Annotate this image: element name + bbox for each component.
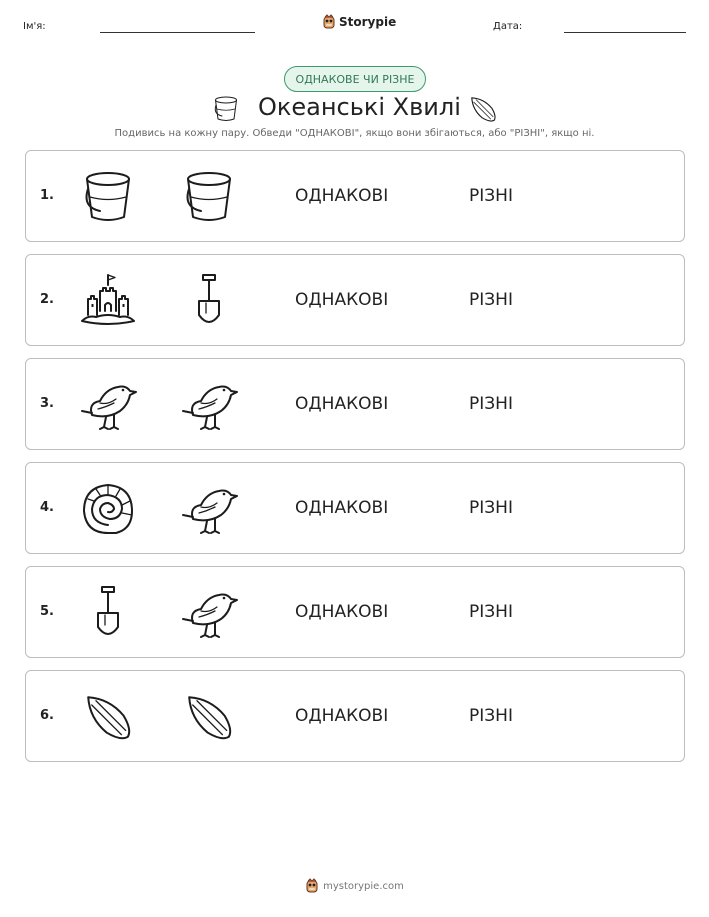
answer-option-different[interactable]: РІЗНІ (469, 602, 513, 622)
shovel-icon (179, 271, 239, 331)
date-field-line[interactable] (564, 32, 686, 33)
brand-name: Storypie (339, 15, 397, 29)
surfboard-icon (466, 92, 500, 126)
worksheet-type-tag: ОДНАКОВЕ ЧИ РІЗНЕ (284, 66, 426, 92)
question-row (25, 462, 685, 554)
answer-option-different[interactable]: РІЗНІ (469, 498, 513, 518)
answer-option-different[interactable]: РІЗНІ (469, 186, 513, 206)
seagull-icon (179, 479, 239, 539)
answer-option-same[interactable]: ОДНАКОВІ (295, 602, 389, 622)
question-number: 6. (40, 708, 54, 723)
seagull-icon (78, 375, 138, 435)
bucket-icon (179, 167, 239, 227)
footer-url: mystorypie.com (323, 880, 404, 892)
answer-option-same[interactable]: ОДНАКОВІ (295, 498, 389, 518)
brand-logo (322, 12, 396, 32)
sandcastle-icon (78, 271, 138, 331)
answer-option-different[interactable]: РІЗНІ (469, 290, 513, 310)
seagull-icon (179, 583, 239, 643)
answer-option-same[interactable]: ОДНАКОВІ (295, 706, 389, 726)
question-row (25, 150, 685, 242)
worksheet-header (0, 0, 709, 50)
question-number: 5. (40, 604, 54, 619)
name-label: Ім'я: (23, 21, 46, 32)
bucket-icon (211, 94, 241, 124)
question-row (25, 670, 685, 762)
seagull-icon (179, 375, 239, 435)
footer (0, 878, 709, 894)
name-field-line[interactable] (100, 32, 255, 33)
question-row (25, 358, 685, 450)
question-number: 3. (40, 396, 54, 411)
surfboard-icon (179, 687, 239, 747)
answer-option-same[interactable]: ОДНАКОВІ (295, 290, 389, 310)
question-row (25, 254, 685, 346)
answer-option-same[interactable]: ОДНАКОВІ (295, 394, 389, 414)
storypie-mascot-icon (322, 14, 336, 30)
answer-option-same[interactable]: ОДНАКОВІ (295, 186, 389, 206)
bucket-icon (78, 167, 138, 227)
question-number: 1. (40, 188, 54, 203)
question-number: 4. (40, 500, 54, 515)
shovel-icon (78, 583, 138, 643)
title-row (0, 90, 709, 128)
question-number: 2. (40, 292, 54, 307)
seashell-icon (78, 479, 138, 539)
instructions: Подивись на кожну пару. Обведи "ОДНАКОВІ", якщо вони збігаються, або "РІЗНІ", якщо ні. (114, 128, 595, 139)
question-row (25, 566, 685, 658)
page-title: Океанські Хвилі (258, 93, 461, 121)
surfboard-icon (78, 687, 138, 747)
answer-option-different[interactable]: РІЗНІ (469, 706, 513, 726)
answer-option-different[interactable]: РІЗНІ (469, 394, 513, 414)
storypie-mascot-icon (305, 878, 319, 894)
date-label: Дата: (493, 21, 523, 32)
